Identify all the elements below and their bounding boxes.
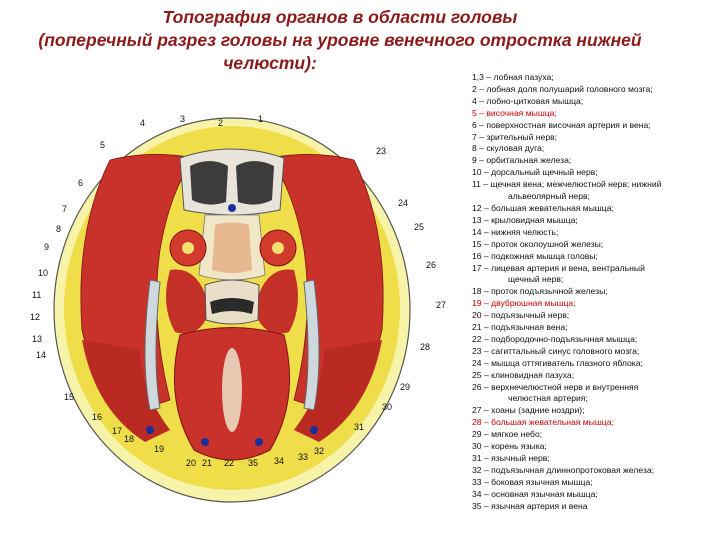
label-33: 33 (298, 452, 309, 462)
legend-item: альвеолярный нерв; (508, 191, 590, 202)
label-14: 14 (36, 350, 47, 360)
legend-item: 5 – височная мышца; (472, 107, 557, 118)
legend-item: 9 – орбитальная железа; (472, 155, 572, 166)
label-10: 10 (38, 268, 49, 278)
legend-item: щечный нерв; (508, 274, 564, 285)
legend-list (472, 72, 718, 513)
label-2: 2 (218, 118, 224, 128)
legend-item: 8 – скуловая дуга; (472, 143, 545, 154)
right-optic-nerve (272, 242, 284, 254)
legend-item: 26 – верхнечелюстной нерв и внутренняя (472, 381, 639, 392)
title-line-3: челюсти): (223, 53, 317, 73)
legend-item: 2 – лобная доля полушарий головного мозга; (472, 83, 653, 94)
legend-item: 13 – крыловидная мышца; (472, 214, 578, 225)
label-3: 3 (180, 114, 186, 124)
legend-item: 25 – клиновидная пазуха; (472, 369, 575, 380)
title-line-2: (поперечный разрез головы на уровне венечного отростка нижней (38, 30, 642, 50)
ethmoid-cells (212, 223, 252, 274)
label-32: 32 (314, 446, 325, 456)
legend-item: 20 – подъязычный нерв; (472, 310, 570, 321)
legend-item: 34 – основная язычная мышца; (472, 488, 598, 499)
label-35: 35 (248, 458, 259, 468)
label-34: 34 (274, 456, 285, 466)
legend-item: 4 – лобно-цитковая мышца; (472, 95, 584, 106)
label-8: 8 (56, 224, 62, 234)
legend-item: 29 – мягкое небо; (472, 429, 543, 440)
left-frontal-sinus (190, 161, 228, 205)
legend-item: 21 – подъязычная вена; (472, 322, 568, 333)
label-31: 31 (354, 422, 365, 432)
label-22: 22 (224, 458, 235, 468)
label-21: 21 (202, 458, 213, 468)
legend-item: 28 – большая жевательная мышца; (472, 417, 614, 428)
legend-item: 35 – язычная артерия и вена (472, 500, 588, 511)
label-27: 27 (436, 300, 447, 310)
legend-item: 23 – сагиттальный синус головного мозга; (472, 345, 640, 356)
label-11: 11 (32, 290, 42, 300)
label-18: 18 (124, 434, 135, 444)
legend-item: 17 – лицевая артерия и вена, вентральный (472, 262, 645, 273)
label-23: 23 (376, 146, 387, 156)
legend-item: 22 – подбородочно-подъязычная мышца; (472, 333, 638, 344)
legend-item: 1,3 – лобная пазуха; (472, 72, 554, 82)
legend-item: 33 – боковая язычная мышца; (472, 476, 593, 487)
legend-item: 10 – дорсальный щечный нерв; (472, 167, 598, 178)
sagittal-sinus (228, 204, 236, 212)
legend-item: 27 – хоаны (задние ноздри); (472, 405, 585, 416)
label-28: 28 (420, 342, 431, 352)
legend-item: 30 – корень языка; (472, 441, 547, 452)
legend-item: 16 – подкожная мышца головы; (472, 250, 598, 261)
label-16: 16 (92, 412, 103, 422)
anatomical-cross-section (0, 70, 470, 540)
title-line-1: Топография органов в области головы (162, 7, 518, 27)
label-5: 5 (100, 140, 106, 150)
label-9: 9 (44, 242, 50, 252)
legend-item: 11 – щечная вена; межчелюстной нерв; нижний (472, 179, 662, 190)
legend-item: 18 – проток подъязычной железы; (472, 286, 608, 297)
label-29: 29 (400, 382, 411, 392)
legend-item: 14 – нижняя челюсть; (472, 226, 559, 237)
legend-item: 15 – проток околоушной железы; (472, 238, 604, 249)
legend-item: 7 – зрительный нерв; (472, 131, 558, 142)
left-optic-nerve (182, 242, 194, 254)
label-26: 26 (426, 260, 437, 270)
label-4: 4 (140, 118, 146, 128)
left-facial-vein (146, 426, 154, 434)
label-25: 25 (414, 222, 425, 232)
legend-item: 6 – поверхностная височная артерия и вена; (472, 119, 651, 130)
right-facial-vein (310, 426, 318, 434)
label-17: 17 (112, 426, 123, 436)
label-6: 6 (78, 178, 84, 188)
label-7: 7 (62, 204, 68, 214)
label-15: 15 (64, 392, 75, 402)
label-19: 19 (154, 444, 165, 454)
label-12: 12 (30, 312, 41, 322)
legend-item: 12 – большая жевательная мышца; (472, 202, 614, 213)
label-20: 20 (186, 458, 197, 468)
left-lingual-vein (201, 438, 209, 446)
label-24: 24 (398, 198, 409, 208)
label-13: 13 (32, 334, 43, 344)
right-frontal-sinus (236, 161, 274, 205)
legend-item: 24 – мышца оттягиватель глазного яблока; (472, 357, 643, 368)
right-lingual-vein (255, 438, 263, 446)
legend-item: 32 – подъязычная длиннопротоковая железа; (472, 464, 654, 475)
legend-item: челюстная артерия; (508, 393, 588, 404)
legend-item: 19 – двубрюшная мышца; (472, 298, 576, 309)
legend-item: 31 – язычный нерв; (472, 453, 550, 463)
label-1: 1 (258, 114, 264, 124)
tongue-septum (222, 348, 242, 432)
label-30: 30 (382, 402, 393, 412)
page-title (0, 6, 720, 75)
